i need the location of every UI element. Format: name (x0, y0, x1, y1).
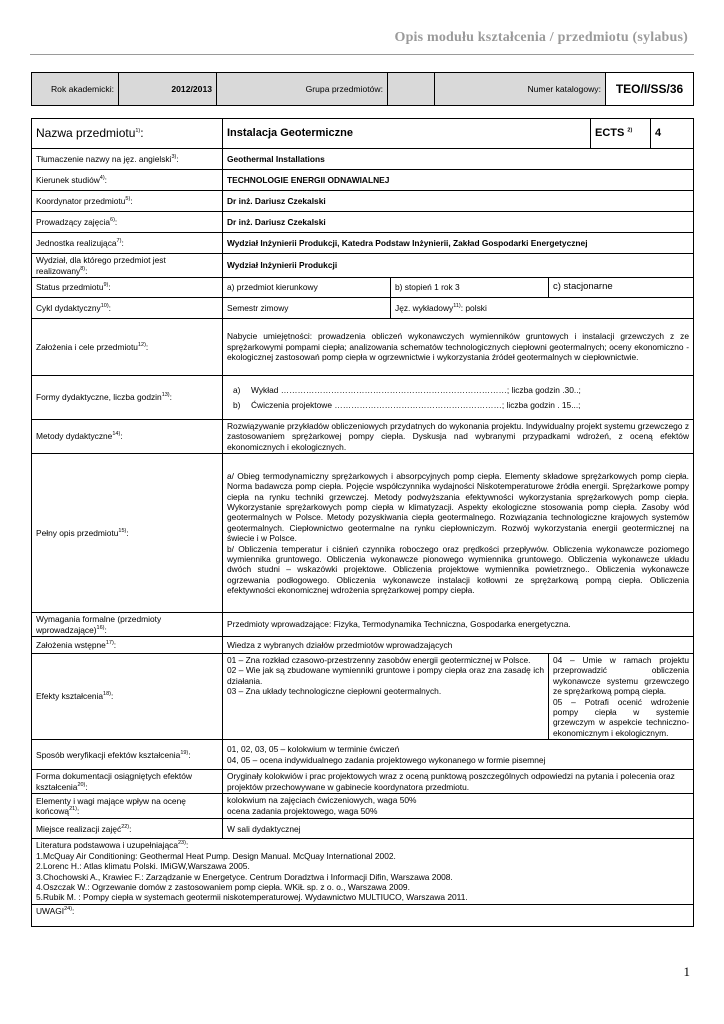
verification-value (223, 740, 694, 770)
faculty-value: Wydział Inżynierii Produkcji (223, 254, 694, 278)
outcomes-right: 04 – Umie w ramach projektu przeprowadzić obliczenia wykonawcze systemu grzewczego ze sprężarkową pompą ciepła. 05 – Potrafi ocenić wdrożenie pompy ciepła w systemie grzewczym w aspekcie techniczno-ekonomicznym i ekologicznym. (549, 654, 694, 740)
outcomes-left: 01 – Zna rozkład czasowo-przestrzenny zasobów energii geotermicznej w Polsce. 02 – Wie jak są zbudowane wymienniki gruntowe i pompy ciepła oraz zna zasadę ich działania. 03 – Zna układy technologiczne ciepłowni geotermalnych. (223, 654, 549, 740)
ects-value: 4 (651, 119, 694, 149)
literature-label: Literatura podstawowa i uzupełniająca$^{23)}$: (36, 840, 189, 851)
forms-exercises: b) Ćwiczenia projektowe ……………………………………………………; liczba godzin . 15...; (233, 400, 581, 410)
location-label: Miejsce realizacji zajęć$^{22)}$: (32, 819, 223, 839)
academic-year-value: 2012/2013 (119, 73, 217, 106)
subject-name-label: Nazwa przedmiotu$^{1)}$: (32, 119, 223, 149)
lecturer-label: Prowadzący zajęcia$^{6)}$: (32, 212, 223, 233)
forms-label: Formy dydaktyczne, liczba godzin$^{13)}$: (32, 376, 223, 420)
unit-value: Wydział Inżynierii Produkcji, Katedra Podstaw Inżynierii, Zakład Gospodarki Energetycznej (223, 233, 694, 254)
full-description-part-b: b/ Obliczenia temperatur i ciśnień czynnika roboczego oraz prędkości przepływów. Obliczenia wykonawcze poziomego wymiennika gruntowego. Obliczenia wykonawcze pionowego wymiennika gruntowego. Obliczenia wykonawcze układu dwóch studni – wskazówki projektowe. Obliczenia projektowe wymiennika powietrznego.. Obliczenia wykonawcze ogrzewania podłogowego. Obliczenia wykonawcze instalacji kotłowni ze sprężarkową pompą ciepła. Obliczenia efektywności ekonomicznej wdrożenia sprężarkowej pompy ciepła. (227, 543, 690, 596)
objectives-value: Nabycie umiejętności: prowadzenia obliczeń wykonawczych wymienników gruntowych i instalacji grzewczych z ze sprężarkowymi pompami ciepła; analizowania schematów technologicznych ciepłowni geotermalnych; oceny ekonomiczno - ekologicznej zastosowań pomp ciepła w ogrzewnictwie i wykorzystania źródeł geotermalnych w ciepłownictwie. (223, 319, 694, 376)
status-type: a) przedmiot kierunkowy (223, 278, 391, 298)
literature-section (32, 839, 694, 905)
ects-label: ECTS $^{2)}$ (591, 119, 651, 149)
translation-value: Geothermal Installations (223, 149, 694, 170)
subject-group-label: Grupa przedmiotów: (217, 73, 388, 106)
document-title: Opis modułu kształcenia / przedmiotu (sylabus) (394, 30, 688, 45)
grading-value (223, 794, 694, 819)
translation-label: Tłumaczenie nazwy na jęz. angielski$^{3)}$: (32, 149, 223, 170)
objectives-label: Założenia i cele przedmiotu$^{12)}$: (32, 319, 223, 376)
academic-info-table (31, 72, 694, 106)
verification-line-1: 01, 02, 03, 05 – kolokwium w terminie ćwiczeń (227, 744, 400, 755)
grading-line-2: ocena zadania projektowego, waga 50% (227, 805, 378, 816)
documentation-label: Forma dokumentacji osiągniętych efektów kształcenia$^{20)}$: (32, 770, 223, 794)
faculty-label: Wydział, dla którego przedmiot jest realizowany$^{8)}$: (32, 254, 223, 278)
status-label: Status przedmiotu$^{9)}$: (32, 278, 223, 298)
status-mode: c) stacjonarne (549, 278, 694, 298)
field-of-study-label: Kierunek studiów$^{4)}$: (32, 170, 223, 191)
forms-value (223, 376, 694, 420)
unit-label: Jednostka realizująca$^{7)}$: (32, 233, 223, 254)
subject-name-value: Instalacja Geotermiczne (223, 119, 591, 149)
methods-label: Metody dydaktyczne$^{14)}$: (32, 420, 223, 454)
lecturer-value: Dr inż. Dariusz Czekalski (223, 212, 694, 233)
field-of-study-value: TECHNOLOGIE ENERGII ODNAWIALNEJ (223, 170, 694, 191)
subject-group-value (388, 73, 435, 106)
literature-item: 5.Rubik M. : Pompy ciepła w systemach geotermii niskotemperaturowej. Wydawnictwo MULTIUCO, Warszawa 2011. (36, 892, 468, 903)
header-divider (30, 54, 694, 55)
academic-year-label: Rok akademicki: (32, 73, 119, 106)
documentation-value: Oryginały kolokwiów i prac projektowych wraz z oceną punktową poszczególnych odpowiedzi na pytania i polecenia oraz projektów przechowywane w gabinecie koordynatora przedmiotu. (223, 770, 694, 794)
cycle-label: Cykl dydaktyczny$^{10)}$: (32, 298, 223, 319)
cycle-value: Semestr zimowy (223, 298, 391, 319)
language-value: Jęz. wykładowy$^{11)}$: polski (391, 298, 694, 319)
prerequisites-value: Wiedza z wybranych działów przedmiotów wprowadzających (223, 637, 694, 654)
literature-item: 4.Oszczak W.: Ogrzewanie domów z zastosowaniem pomp ciepła. WKiŁ sp. z o. o., Warszawa 2009. (36, 881, 410, 892)
page-number: 1 (683, 964, 690, 979)
location-value: W sali dydaktycznej (223, 819, 694, 839)
coordinator-value: Dr inż. Dariusz Czekalski (223, 191, 694, 212)
coordinator-label: Koordynator przedmiotu$^{5)}$: (32, 191, 223, 212)
full-description-label: Pełny opis przedmiotu$^{15)}$: (32, 454, 223, 613)
full-description-part-a: a/ Obieg termodynamiczny sprężarkowych i absorpcyjnych pomp ciepła. Elementy składowe sprężarkowych pomp ciepła. Norma badawcza pomp ciepła. Pojęcie współczynnika wydajności Niskotemperaturowe źródła energii. Sprężarkowe pompy ciepła na rynku techniki grzewczej. Metody podwyższania efektywności wykorzystania sprężarkowych pomp ciepła. Wykorzystanie sprężarkowych pomp ciepła w klimatyzacji. Aspekty ekologiczne stosowania pomp ciepła. Zasoby wód geotermalnych w Polsce. Metody pozyskiwania ciepła geotermalnego. Rozwiązania technologiczne krajowych systemów geotermalnych. Ciepłownictwo geotermalne na rynku ciepłowniczym. Rozwój wykorzystania energii geotermicznej na świecie i w Polsce. (227, 470, 690, 544)
outcomes-label: Efekty kształcenia$^{18)}$: (32, 654, 223, 740)
catalog-number-label: Numer katalogowy: (435, 73, 606, 106)
requirements-label: Wymagania formalne (przedmioty wprowadzające)$^{16)}$: (32, 613, 223, 637)
grading-line-1: kolokwium na zajęciach ćwiczeniowych, waga 50% (227, 795, 417, 806)
requirements-value: Przedmioty wprowadzające: Fizyka, Termodynamika Techniczna, Gospodarka energetyczna. (223, 613, 694, 637)
full-description-value (223, 454, 694, 613)
syllabus-table (31, 118, 694, 927)
verification-label: Sposób weryfikacji efektów kształcenia$^{19)}$: (32, 740, 223, 770)
forms-lecture: a) Wykład ………………………………………………………………………; liczba godzin .30..; (233, 384, 581, 395)
literature-item: 1.McQuay Air Conditioning: Geothermal Heat Pump. Design Manual. McQuay International 2002. (36, 850, 396, 861)
grading-label: Elementy i wagi mające wpływ na ocenę końcową$^{21)}$: (32, 794, 223, 819)
prerequisites-label: Założenia wstępne$^{17)}$: (32, 637, 223, 654)
literature-item: 2.Lorenc H.: Atlas klimatu Polski. IMiGW,Warszawa 2005. (36, 861, 250, 872)
catalog-number-value: TEO/I/SS/36 (606, 73, 694, 106)
remarks-section: UWAGI$^{24)}$: (32, 905, 694, 927)
verification-line-2: 04, 05 – ocena indywidualnego zadania projektowego wykonanego w formie pisemnej (227, 754, 546, 765)
status-level: b) stopień 1 rok 3 (391, 278, 549, 298)
methods-value: Rozwiązywanie przykładów obliczeniowych przydatnych do wykonania projektu. Indywidualny projekt systemu grzewczego z zastosowaniem sprężarkowej pompy ciepła. Dyskusja nad wybranymi przypadkami wdrożeń, z oceną efektów ekonomicznych i ekologicznych. (223, 420, 694, 454)
literature-item: 3.Chochowski A., Krawiec F.: Zarządzanie w Energetyce. Centrum Doradztwa i Informacji Difin, Warszawa 2008. (36, 871, 453, 882)
